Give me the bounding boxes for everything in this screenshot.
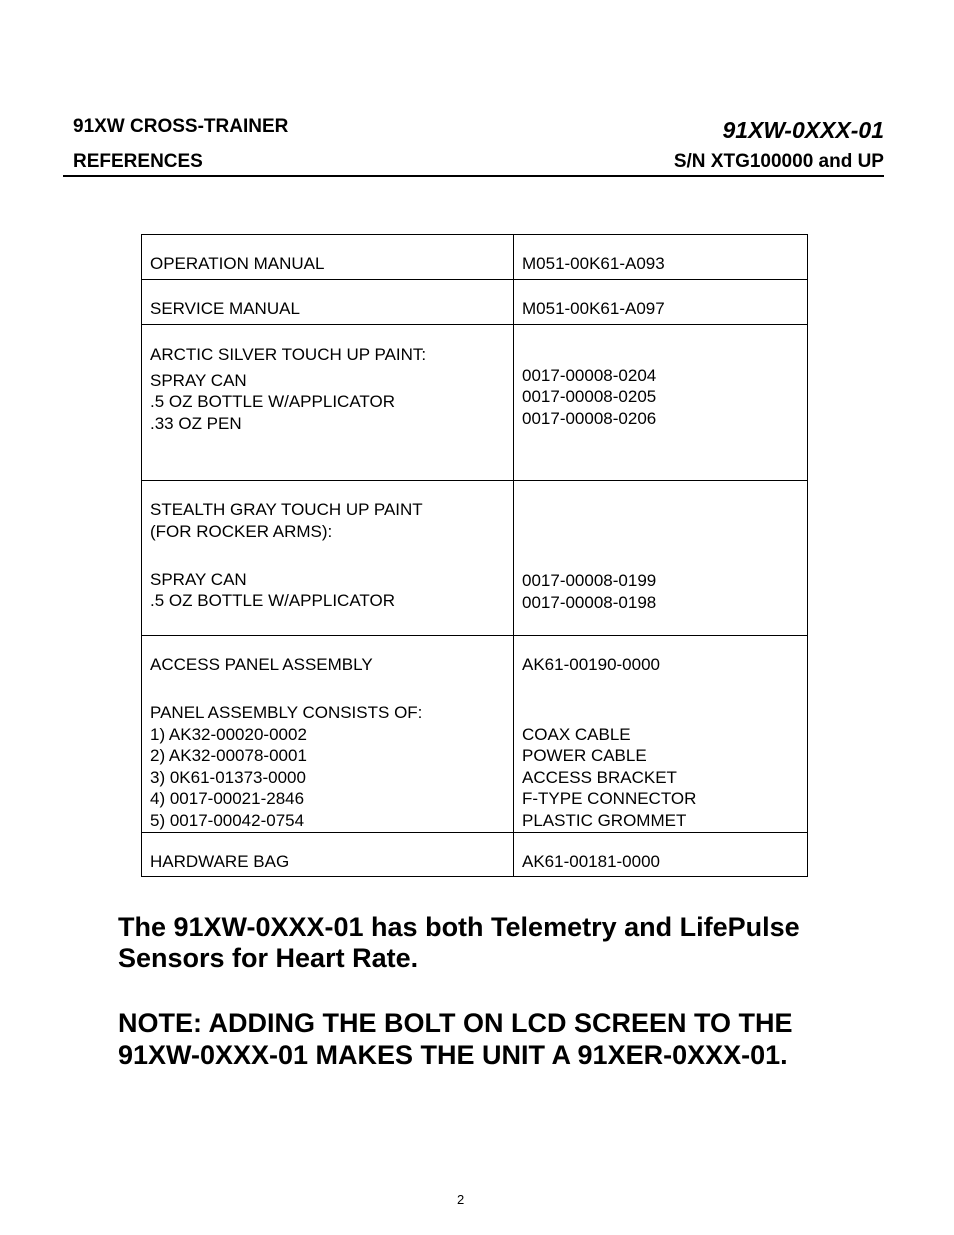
- part-number: 0017-00008-0199: [522, 571, 657, 590]
- item-description: SPRAY CAN: [150, 570, 247, 589]
- item-description: .5 OZ BOTTLE W/APPLICATOR: [150, 591, 395, 610]
- serial-range: S/N XTG100000 and UP: [673, 151, 884, 172]
- component-name: ACCESS BRACKET: [522, 768, 677, 787]
- row-divider: [142, 832, 807, 833]
- component-name: COAX CABLE: [522, 725, 631, 744]
- component-part: 4) 0017-00021-2846: [150, 789, 305, 808]
- item-description: SERVICE MANUAL: [150, 299, 300, 318]
- item-description: HARDWARE BAG: [150, 852, 290, 871]
- item-description: .5 OZ BOTTLE W/APPLICATOR: [150, 392, 395, 411]
- component-part: 5) 0017-00042-0754: [150, 811, 305, 830]
- row-divider: [142, 480, 807, 481]
- part-number: 0017-00008-0198: [522, 593, 657, 612]
- page-number: 2: [457, 1192, 465, 1207]
- lcd-note: NOTE: ADDING THE BOLT ON LCD SCREEN TO THE: [118, 1008, 793, 1038]
- item-description: PANEL ASSEMBLY CONSISTS OF:: [150, 703, 423, 722]
- heart-rate-note: Sensors for Heart Rate.: [118, 943, 419, 973]
- item-description: ACCESS PANEL ASSEMBLY: [150, 655, 373, 674]
- item-description: STEALTH GRAY TOUCH UP PAINT: [150, 500, 423, 519]
- component-part: 3) 0K61-01373-0000: [150, 768, 306, 787]
- component-part: 2) AK32-00078-0001: [150, 746, 307, 765]
- item-description: (FOR ROCKER ARMS):: [150, 522, 333, 541]
- product-name: 91XW CROSS-TRAINER: [73, 116, 289, 137]
- heart-rate-note: The 91XW-0XXX-01 has both Telemetry and LifePulse: [118, 912, 800, 942]
- part-number: 0017-00008-0205: [522, 387, 657, 406]
- part-number: M051-00K61-A093: [522, 254, 665, 273]
- component-name: PLASTIC GROMMET: [522, 811, 687, 830]
- row-divider: [142, 324, 807, 325]
- component-name: POWER CABLE: [522, 746, 647, 765]
- item-description: ARCTIC SILVER TOUCH UP PAINT:: [150, 345, 427, 364]
- part-number: AK61-00181-0000: [522, 852, 661, 871]
- part-number: 0017-00008-0204: [522, 366, 657, 385]
- part-number: M051-00K61-A097: [522, 299, 665, 318]
- row-divider: [142, 635, 807, 636]
- lcd-note: 91XW-0XXX-01 MAKES THE UNIT A 91XER-0XXX-01.: [118, 1040, 788, 1070]
- header-rule: [63, 175, 884, 177]
- item-description: OPERATION MANUAL: [150, 254, 325, 273]
- model-code: 91XW-0XXX-01: [722, 117, 884, 143]
- column-divider: [513, 235, 514, 876]
- part-number: 0017-00008-0206: [522, 409, 657, 428]
- item-description: SPRAY CAN: [150, 371, 247, 390]
- row-divider: [142, 279, 807, 280]
- part-number: AK61-00190-0000: [522, 655, 661, 674]
- section-title: REFERENCES: [73, 151, 203, 172]
- references-table: [141, 234, 808, 877]
- component-name: F-TYPE CONNECTOR: [522, 789, 697, 808]
- component-part: 1) AK32-00020-0002: [150, 725, 307, 744]
- item-description: .33 OZ PEN: [150, 414, 242, 433]
